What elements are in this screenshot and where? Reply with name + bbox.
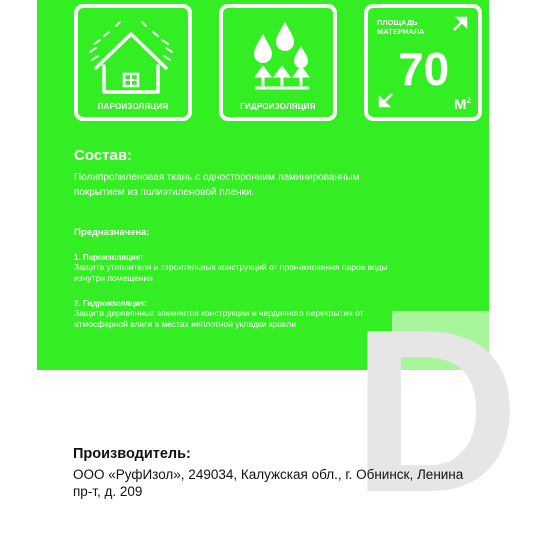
area-label: ПЛОЩАДЬ МАТЕРИАЛА: [377, 18, 425, 36]
purpose-item-body: Защита деревянных элементов конструкции и чердачного перекрытия от атмосферной влаги в местах неплотной укладки кровли: [74, 308, 364, 329]
vapor-barrier-badge: [74, 4, 192, 121]
composition-heading: Состав:: [74, 147, 133, 164]
waterproofing-badge: [219, 4, 337, 121]
purpose-item: [74, 299, 414, 330]
waterproofing-caption: ГИДРОИЗОЛЯЦИЯ: [240, 102, 316, 111]
composition-text: Полипропиленовая ткань с односторонним ламинированным покрытием из полиэтиленовой пленки.: [74, 172, 360, 198]
area-unit: $М^2$: [454, 96, 471, 113]
manufacturer-heading: Производитель:: [73, 446, 191, 462]
house-vapor-icon: [78, 8, 188, 117]
area-value: 70: [398, 43, 450, 95]
area-badge: [364, 4, 482, 121]
purpose-item-body: Защита утеплителя и строительных конструкций от проникновения паров воды изнутри помещения: [74, 262, 388, 283]
background-letter: D: [352, 282, 520, 541]
purpose-item: [74, 253, 414, 284]
purpose-item-title: 2. Гидроизоляция:: [74, 299, 148, 308]
vapor-barrier-caption: ПАРОИЗОЛЯЦИЯ: [97, 102, 169, 111]
purpose-item-title: 1. Пароизоляция:: [74, 253, 144, 262]
purpose-heading: Предназначена:: [74, 227, 150, 238]
water-drops-icon: [223, 8, 333, 117]
manufacturer-address: ООО «РуфИзол», 249034, Калужская обл., г. Обнинск, Ленина пр-т, д. 209: [73, 467, 464, 499]
